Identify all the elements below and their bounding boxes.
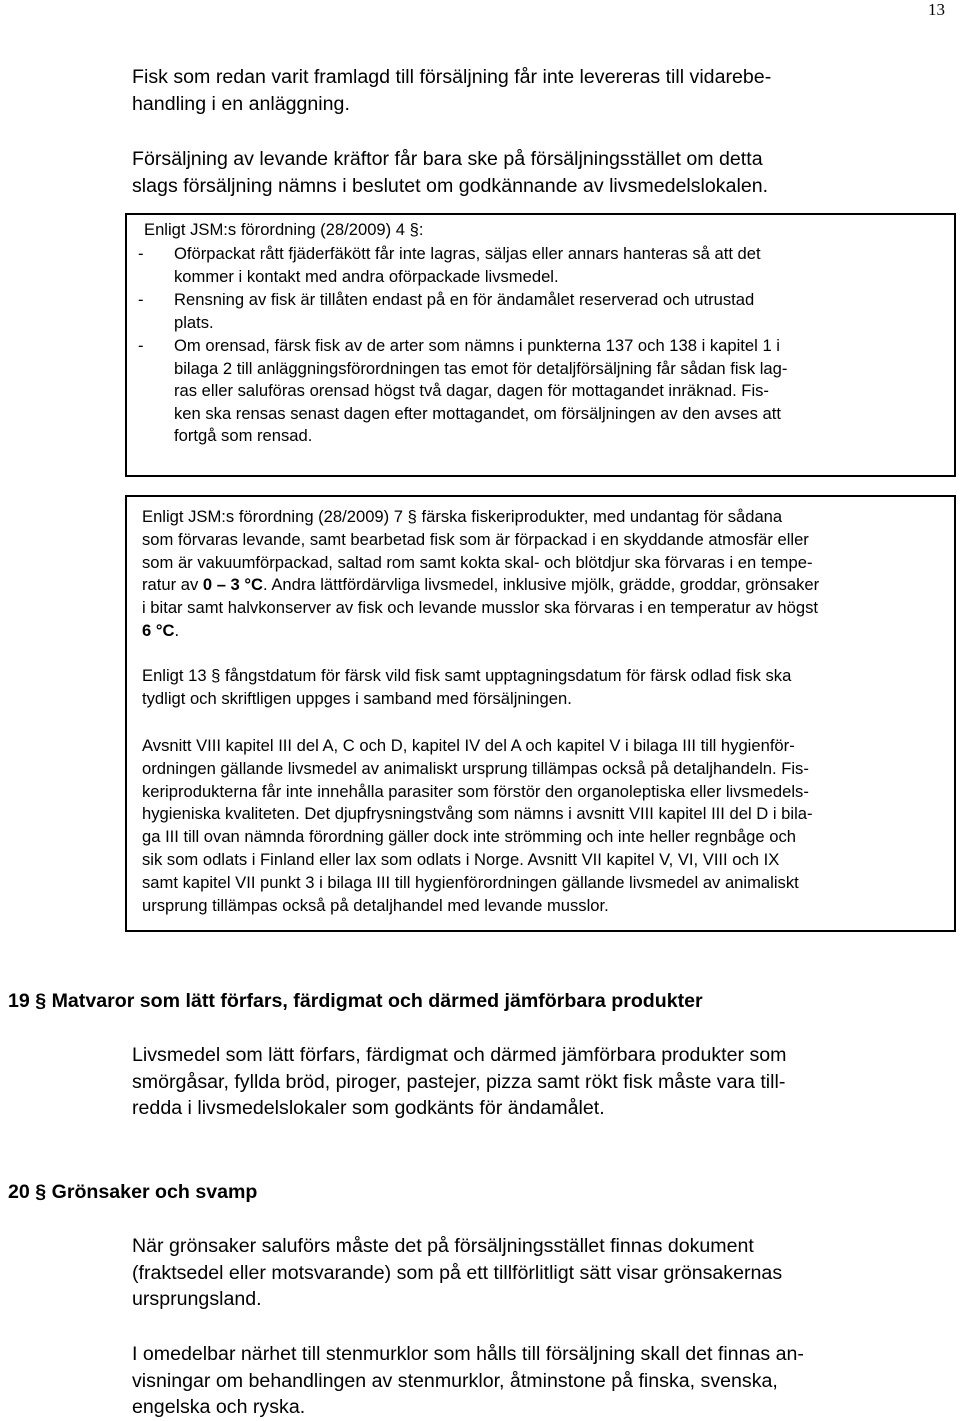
list-dash: - — [138, 244, 144, 263]
box1-item3-line3: ras eller saluföras orensad högst två dagar, dagen för mottagandet inräknad. Fis- — [174, 381, 769, 400]
box2-p3-line4: hygieniska kvaliteten. Det djupfrysningstvång som nämns i avsnitt VIII kapitel III del D i bila- — [142, 804, 813, 824]
box2-paragraph-2 — [142, 665, 948, 711]
box1-list-item-1 — [138, 243, 944, 288]
section-20-paragraph-1 — [132, 1233, 922, 1313]
section20-p1-line1: När grönsaker saluförs måste det på försäljningsstället finnas dokument — [132, 1235, 754, 1257]
box2-paragraph-1 — [142, 506, 948, 643]
intro-p2-line1: Försäljning av levande kräftor får bara ske på försäljningsstället om detta — [132, 148, 763, 170]
section19-line1: Livsmedel som lätt förfars, färdigmat och därmed jämförbara produkter som — [132, 1044, 787, 1066]
box1-item2-line1: Rensning av fisk är tillåten endast på en för ändamålet reserverad och utrustad — [174, 290, 755, 309]
section20-p2-line1: I omedelbar närhet till stenmurklor som hålls till försäljning skall det finnas an- — [132, 1343, 804, 1365]
regulation-box-2 — [125, 495, 956, 932]
intro-p1-line1: Fisk som redan varit framlagd till försäljning får inte levereras till vidarebe- — [132, 66, 772, 88]
section20-p2-line3: engelska och ryska. — [132, 1396, 306, 1418]
intro-p2-line2: slags försäljning nämns i beslutet om godkännande av livsmedelslokalen. — [132, 174, 769, 197]
box1-item3-line1: Om orensad, färsk fisk av de arter som nämns i punkterna 137 och 138 i kapitel 1 i — [174, 336, 780, 355]
section20-p2-line2: visningar om behandlingen av stenmurklor, åtminstone på finska, svenska, — [132, 1369, 778, 1392]
box2-p1-line3: som är vakuumförpackad, saltad rom samt kokta skal- och blötdjur ska förvaras i en tempe- — [142, 552, 813, 572]
list-dash: - — [138, 336, 144, 355]
box2-p1-line5: i bitar samt halvkonserver av fisk och levande musslor ska förvaras i en temperatur av högst — [142, 598, 819, 618]
box2-p1-line6b: . — [174, 620, 180, 640]
temperature-max: 6 °C — [142, 620, 175, 640]
list-dash: - — [138, 290, 144, 309]
section-19-paragraph — [132, 1042, 922, 1122]
box2-p3-line5: ga III till ovan nämnda förordning gäller dock inte strömming och inte heller regnbåge och — [142, 827, 796, 847]
section20-p1-line3: ursprungsland. — [132, 1288, 262, 1310]
box2-p1-line4b: . Andra lättfördärvliga livsmedel, inklusive mjölk, grädde, groddar, grönsaker — [263, 575, 820, 595]
box2-p3-line3: keriprodukterna får inte innehålla parasiter som förstör den organoleptiska eller livsmedels- — [142, 781, 809, 801]
box1-lead: Enligt JSM:s förordning (28/2009) 4 §: — [144, 220, 424, 239]
section19-line2: smörgåsar, fyllda bröd, piroger, pastejer, pizza samt rökt fisk måste vara till- — [132, 1070, 786, 1093]
box2-p1-line4a: ratur av — [142, 575, 203, 595]
box1-item3-line4: ken ska rensas senast dagen efter mottagandet, om försäljningen av den avses att — [174, 403, 781, 423]
box1-item1-line1: Oförpackat rått fjäderfäkött får inte lagras, säljas eller annars hanteras så att det — [174, 244, 761, 263]
box2-p3-line7: samt kapitel VII punkt 3 i bilaga III till hygienförordningen gällande livsmedel av animaliskt — [142, 872, 799, 892]
box2-p3-line1: Avsnitt VIII kapitel III del A, C och D, kapitel IV del A och kapitel V i bilaga III till hygienför- — [142, 736, 795, 755]
box2-p3-line6: sik som odlats i Finland eller lax som odlats i Norge. Avsnitt VII kapitel V, VI, VIII och IX — [142, 849, 780, 869]
box1-item3-line5: fortgå som rensad. — [174, 426, 313, 445]
section-20-heading: 20 § Grönsaker och svamp — [8, 1181, 258, 1203]
page-number: 13 — [928, 0, 945, 19]
intro-p1-line2: handling i en anläggning. — [132, 92, 350, 115]
box2-p3-line8: ursprung tillämpas också på detaljhandel med levande musslor. — [142, 895, 609, 915]
section19-line3: redda i livsmedelslokaler som godkänts för ändamålet. — [132, 1097, 605, 1119]
box2-p3-line2: ordningen gällande livsmedel av animaliskt ursprung tillämpas också på detaljhandeln. Fis- — [142, 758, 809, 778]
box2-paragraph-3 — [142, 735, 948, 917]
section20-p1-line2: (fraktsedel eller motsvarande) som på ett tillförlitligt sätt visar grönsakernas — [132, 1261, 783, 1284]
box1-item3-line2: bilaga 2 till anläggningsförordningen tas emot för detaljförsäljning får sådan fisk lag- — [174, 358, 788, 378]
box1-list-item-2 — [138, 289, 944, 334]
section-19-heading: 19 § Matvaror som lätt förfars, färdigmat och därmed jämförbara produkter — [8, 990, 703, 1012]
box1-list-item-3 — [138, 335, 944, 448]
regulation-box-1 — [125, 213, 956, 477]
box1-item1-line2: kommer i kontakt med andra oförpackade livsmedel. — [174, 266, 559, 286]
box2-p2-line1: Enligt 13 § fångstdatum för färsk vild fisk samt upptagningsdatum för färsk odlad fisk ska — [142, 666, 792, 685]
intro-paragraph-1 — [132, 64, 922, 117]
box2-p2-line2: tydligt och skriftligen uppges i samband med försäljningen. — [142, 688, 572, 708]
box2-p1-line2: som förvaras levande, samt bearbetad fisk som är förpackad i en skyddande atmosfär eller — [142, 529, 809, 549]
section-20-paragraph-2 — [132, 1341, 922, 1421]
box1-item2-line2: plats. — [174, 312, 214, 332]
box2-p1-line1: Enligt JSM:s förordning (28/2009) 7 § färska fiskeriprodukter, med undantag för sådana — [142, 507, 783, 526]
temperature-range: 0 – 3 °C — [202, 575, 264, 595]
intro-paragraph-2 — [132, 146, 922, 199]
